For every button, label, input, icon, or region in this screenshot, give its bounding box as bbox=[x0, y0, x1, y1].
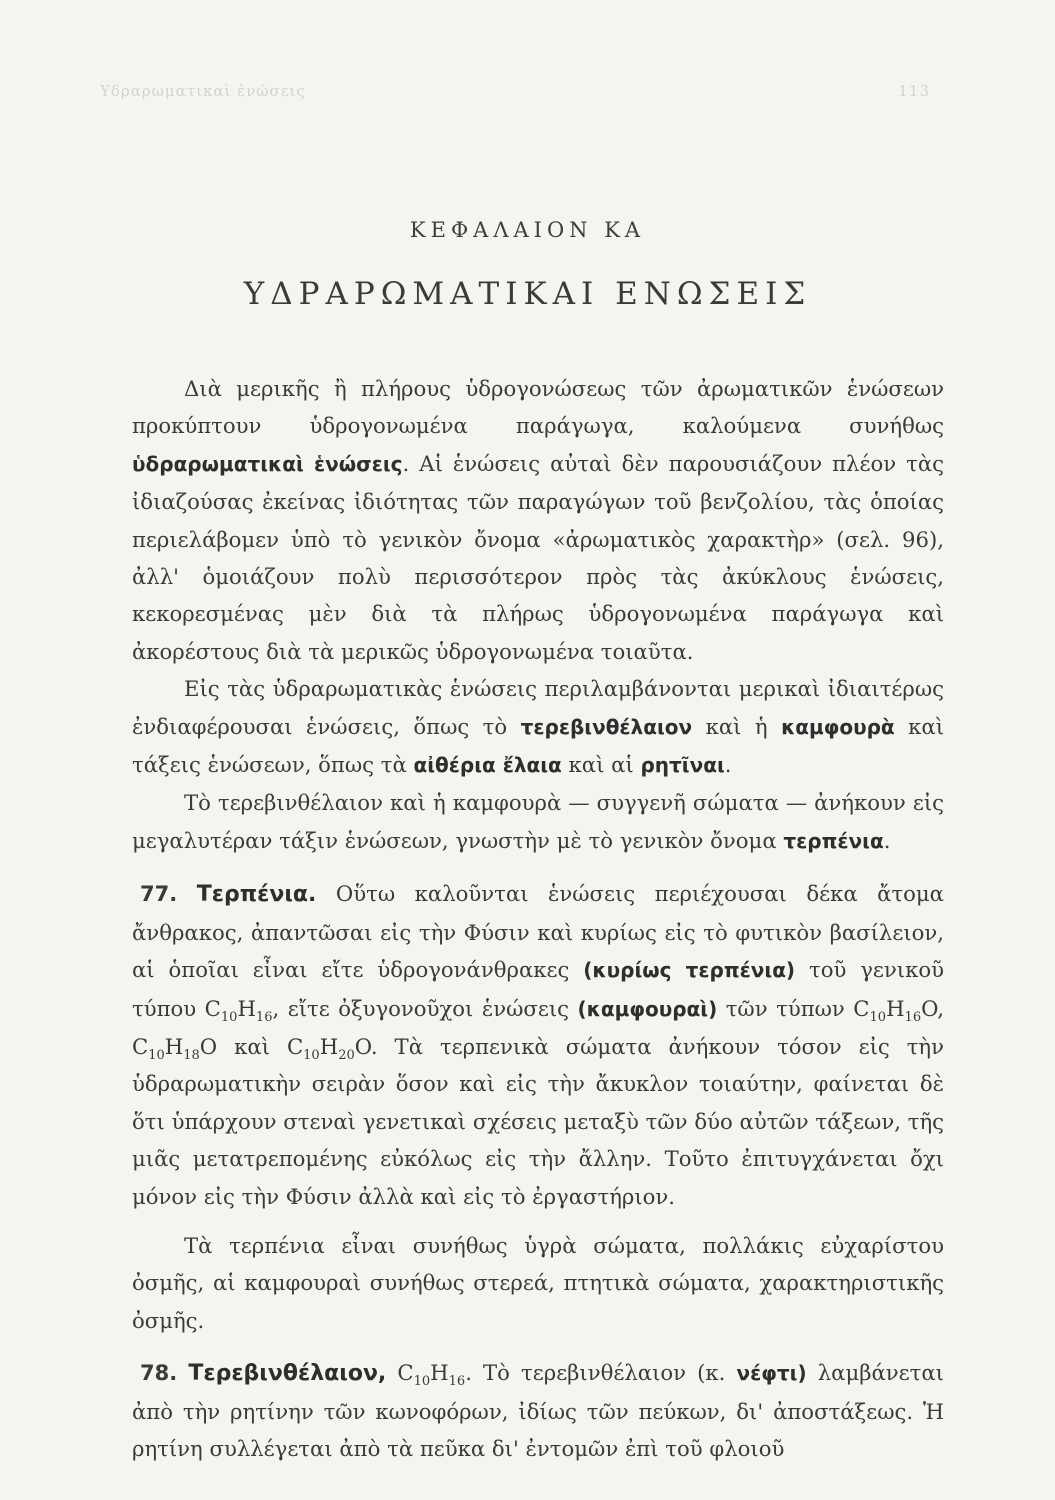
term-resins: ρητῖναι bbox=[640, 753, 725, 778]
section-77: 77. Τερπένια. Οὕτω καλοῦνται ἑνώσεις περιέχουσαι δέκα ἄτομα ἄνθρακος, ἀπαντῶσαι εἰς τὴν Φύσιν καὶ κυρίως εἰς τὸ φυτικὸν βασίλειον, αἱ ὁποῖαι εἶναι εἴτε ὑδρογονάνθρακες (κυρίως τερπένια) τοῦ γενικοῦ τύπου $C_{10}H_{16}$, εἴτε ὀξυγονοῦχοι ἑνώσεις (καμφουραὶ) τῶν τύπων $C_{10}H_{16}O$, $C_{10}H_{18}O$ καὶ $C_{10}H_{20}O$. Τὰ τερπενικὰ σώματα ἀνήκουν τόσον εἰς τὴν ὑδραρωματικὴν σειρὰν ὅσον καὶ εἰς τὴν ἄκυκλον τοιαύτην, φαίνεται δὲ ὅτι ὑπάρχουν στεναὶ γενετικαὶ σχέσεις μεταξὺ τῶν δύο αὐτῶν τάξεων, τῆς μιᾶς μετατρεπομένης εὐκόλως εἰς τὴν ἄλλην. Τοῦτο ἐπιτυγχάνεται ὄχι μόνον εἰς τὴν Φύσιν ἀλλὰ καὶ εἰς τὸ ἐργαστήριον. bbox=[132, 881, 945, 1209]
paragraph-terpene-properties: Τὰ τερπένια εἶναι συνήθως ὑγρὰ σώματα, πολλάκις εὐχαρίστου ὀσμῆς, αἱ καμφουραὶ συνήθως στερεά, πτητικὰ σώματα, χαρακτηριστικῆς ὀσμῆς. bbox=[132, 1232, 944, 1333]
paragraph-examples: Εἰς τὰς ὑδραρωματικὰς ἑνώσεις περιλαμβάνονται μερικαὶ ἰδιαιτέρως ἐνδιαφέρουσαι ἑνώσεις, ὅπως τὸ τερεβινθέλαιον καὶ ἡ καμφουρὰ καὶ τάξεις ἑνώσεων, ὅπως τὰ αἰθέρια ἔλαια καὶ αἱ ρητῖναι. bbox=[132, 676, 945, 778]
term-hydroaromatic: ὑδραρωματικαὶ ἑνώσεις bbox=[132, 451, 403, 476]
running-header-text: Υδραρωματικαὶ ἑνώσεις bbox=[100, 82, 306, 100]
term-turpentine: τερεβινθέλαιον bbox=[520, 714, 693, 739]
section-78: 78. Τερεβινθέλαιον, $C_{10}H_{16}$. Τὸ τερεβινθέλαιον (κ. νέφτι) λαμβάνεται ἀπὸ τὴν ρητίνην τῶν κωνοφόρων, ἰδίως τῶν πεύκων, δι' ἀποστάξεως. Ἡ ρητίνη συλλέγεται ἀπὸ τὰ πεῦκα δι' ἐντομῶν ἐπὶ τοῦ φλοιοῦ bbox=[132, 1360, 944, 1461]
section-number: 77. bbox=[140, 882, 178, 907]
chapter-number: ΚΕΦΑΛΑΙΟΝ ΚΑ bbox=[409, 218, 646, 242]
body-text bbox=[132, 370, 944, 1467]
running-header bbox=[100, 82, 930, 100]
formula-c10h16o: $C_{10}H_{16}O$ bbox=[853, 995, 938, 1025]
paragraph-intro: Διὰ μερικῆς ἢ πλήρους ὑδρογονώσεως τῶν ἀρωματικῶν ἑνώσεων προκύπτουν ὑδρογονωμένα παράγωγα, καλούμενα συνήθως ὑδραρωματικαὶ ἑνώσεις. Αἱ ἑνώσεις αὐταὶ δὲν παρουσιάζουν πλέον τὰς ἰδιαζούσας ἐκείνας ἰδιότητας τῶν παραγώγων τοῦ βενζολίου, τὰς ὁποίας περιελάβομεν ὑπὸ τὸ γενικὸν ὄνομα «ἀρωματικὸς χαρακτὴρ» (σελ. 96), ἀλλ' ὁμοιάζουν πολὺ περισσότερον πρὸς τὰς ἀκύκλους ἑνώσεις, κεκορεσμένας μὲν διὰ τὰ πλήρως ὑδρογονωμένα παράγωγα καὶ ἀκορέστους διὰ τὰ μερικῶς ὑδρογονωμένα τοιαῦτα. bbox=[132, 376, 945, 664]
term-neft: νέφτι) bbox=[736, 1361, 807, 1386]
formula-c10h16: $C_{10}H_{16}$ bbox=[204, 995, 273, 1025]
chapter-title: ΥΔΡΑΡΩΜΑΤΙΚΑΙ ΕΝΩΣΕΙΣ bbox=[243, 276, 812, 312]
formula-c10h18o: $C_{10}H_{18}O$ bbox=[132, 1033, 218, 1064]
formula-c10h16: $C_{10}H_{16}$ bbox=[397, 1360, 466, 1390]
section-heading: Τερπένια. bbox=[196, 882, 317, 908]
term-camphor: καμφουρὰ bbox=[781, 714, 895, 739]
term-terpenes: τερπένια bbox=[783, 828, 884, 853]
formula-c10h20o: $C_{10}H_{20}O$ bbox=[286, 1033, 371, 1064]
paragraph-terpenes-intro: Τὸ τερεβινθέλαιον καὶ ἡ καμφουρὰ — συγγενῆ σώματα — ἀνήκουν εἰς μεγαλυτέραν τάξιν ἑνώσεων, γνωστὴν μὲ τὸ γενικὸν ὄνομα τερπένια. bbox=[132, 790, 944, 853]
page-number: 113 bbox=[898, 82, 930, 100]
term-essential-oils: αἰθέρια ἔλαια bbox=[413, 753, 562, 778]
section-number: 78. bbox=[140, 1361, 178, 1386]
term-camphors: (καμφουραὶ) bbox=[577, 996, 718, 1021]
section-heading: Τερεβινθέλαιον, bbox=[188, 1361, 387, 1387]
term-terpenes-proper: (κυρίως τερπένια) bbox=[583, 958, 796, 983]
